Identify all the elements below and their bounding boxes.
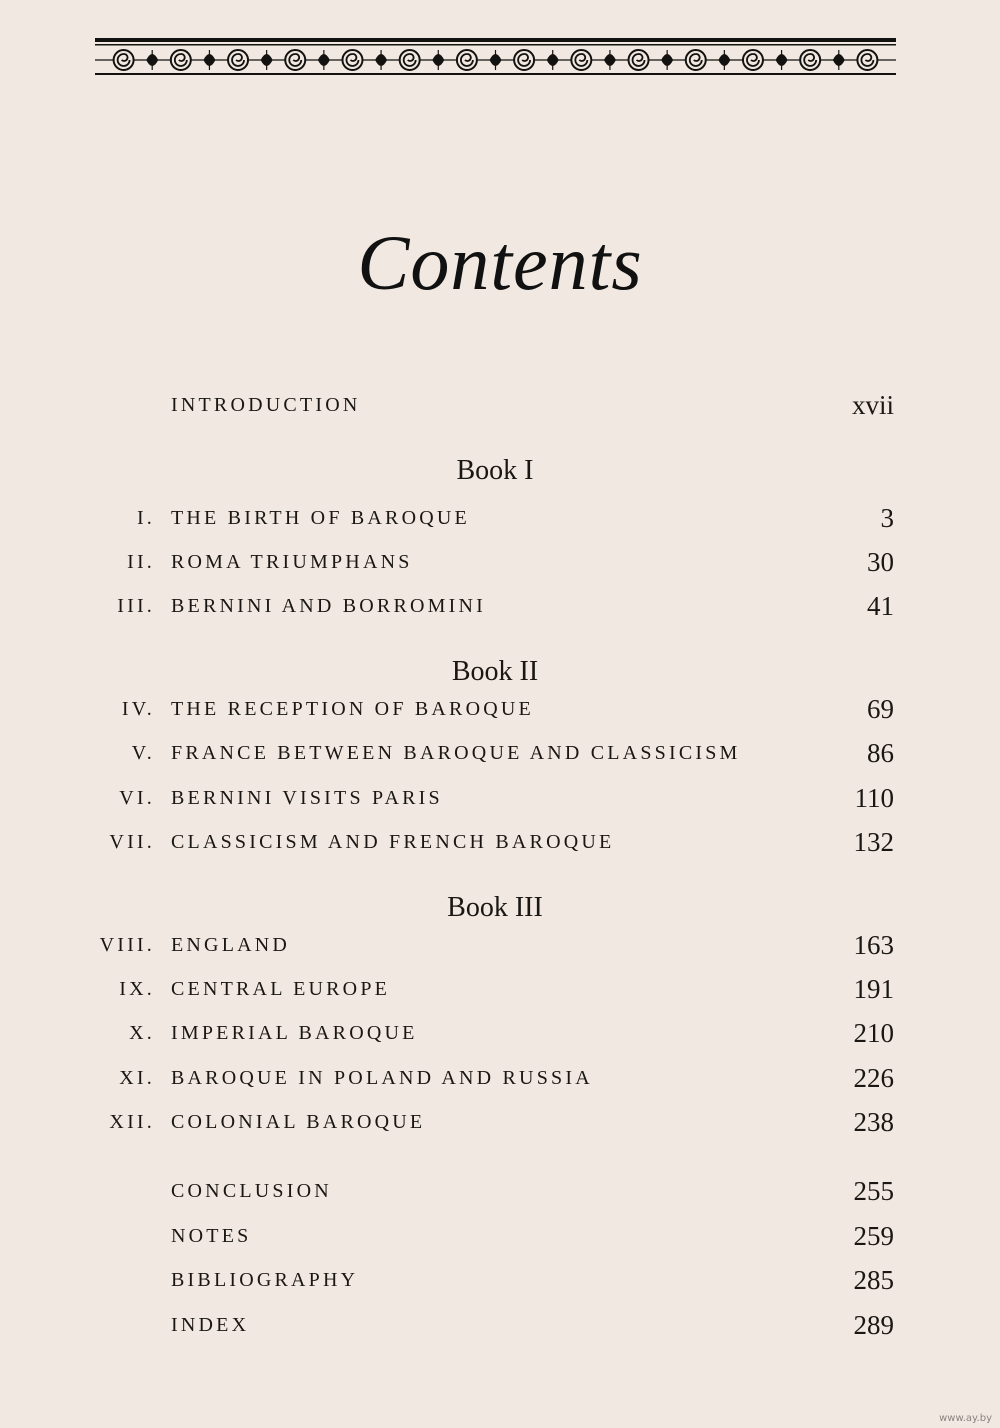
toc-entry[interactable] — [0, 971, 1000, 1007]
chapter-number: VII. — [109, 831, 155, 853]
toc-entry[interactable] — [0, 1015, 1000, 1051]
toc-entry[interactable] — [0, 1104, 1000, 1140]
toc-entry[interactable] — [0, 780, 1000, 816]
chapter-page: 69 — [867, 694, 894, 724]
toc-entry-page: 285 — [853, 1265, 894, 1295]
chapter-number: IX. — [119, 978, 155, 1000]
toc-entry[interactable] — [0, 500, 1000, 536]
chapter-number: X. — [129, 1022, 155, 1044]
watermark-text: www.ay.by — [939, 1413, 992, 1424]
chapter-page: 238 — [853, 1107, 894, 1137]
toc-entry-page: 255 — [853, 1176, 894, 1206]
chapter-title: THE BIRTH OF BAROQUE — [171, 507, 470, 529]
chapter-title: BAROQUE IN POLAND AND RUSSIA — [171, 1067, 593, 1089]
chapter-title: FRANCE BETWEEN BAROQUE AND CLASSICISM — [171, 742, 741, 764]
chapter-page: 226 — [853, 1063, 894, 1093]
chapter-number: III. — [117, 595, 155, 617]
book-heading: Book III — [447, 892, 543, 923]
book-heading: Book I — [456, 455, 534, 486]
chapter-page: 210 — [853, 1018, 894, 1048]
toc-entry[interactable] — [0, 824, 1000, 860]
chapter-title: BERNINI AND BORROMINI — [171, 595, 486, 617]
toc-entry-introduction[interactable] — [0, 387, 1000, 423]
page-title: Contents — [357, 219, 643, 306]
chapter-title: CLASSICISM AND FRENCH BAROQUE — [171, 831, 615, 853]
chapter-number: VIII. — [99, 934, 155, 956]
toc-entry-conclusion[interactable] — [0, 1173, 1000, 1209]
chapter-page: 163 — [853, 930, 894, 960]
chapter-number: I. — [136, 507, 155, 529]
book-heading: Book II — [451, 656, 539, 687]
toc-entry[interactable] — [0, 927, 1000, 963]
chapter-number: V. — [131, 742, 155, 764]
chapter-title: CENTRAL EUROPE — [171, 978, 391, 1000]
chapter-page: 3 — [880, 503, 894, 533]
chapter-title: ROMA TRIUMPHANS — [171, 551, 413, 573]
toc-entry-bibliography[interactable] — [0, 1262, 1000, 1298]
chapter-page: 41 — [867, 591, 894, 621]
toc-entry-label: CONCLUSION — [171, 1180, 332, 1202]
chapter-number: IV. — [121, 698, 155, 720]
chapter-title: THE RECEPTION OF BAROQUE — [171, 698, 534, 720]
toc-entry-index[interactable] — [0, 1307, 1000, 1343]
toc-entry-page: 259 — [853, 1221, 894, 1251]
chapter-number: XI. — [119, 1067, 155, 1089]
chapter-number: II. — [127, 551, 155, 573]
chapter-title: IMPERIAL BAROQUE — [171, 1022, 418, 1044]
chapter-title: BERNINI VISITS PARIS — [171, 787, 443, 809]
toc-entry-label: NOTES — [171, 1225, 252, 1247]
decorative-border-ornament — [95, 38, 896, 76]
chapter-title: ENGLAND — [171, 934, 291, 956]
toc-entry-label: INDEX — [171, 1314, 250, 1336]
toc-entry[interactable] — [0, 544, 1000, 580]
chapter-page: 86 — [867, 738, 894, 768]
chapter-number: VI. — [119, 787, 155, 809]
toc-entry[interactable] — [0, 588, 1000, 624]
toc-entry[interactable] — [0, 1060, 1000, 1096]
chapter-page: 132 — [853, 827, 894, 857]
chapter-page: 30 — [867, 547, 894, 577]
toc-entry-label: INTRODUCTION — [171, 394, 361, 416]
chapter-page: 191 — [853, 974, 894, 1004]
toc-entry[interactable] — [0, 735, 1000, 771]
toc-entry-page: 289 — [853, 1310, 894, 1340]
toc-entry-notes[interactable] — [0, 1218, 1000, 1254]
chapter-title: COLONIAL BAROQUE — [171, 1111, 426, 1133]
chapter-number: XII. — [109, 1111, 155, 1133]
toc-entry-page: xvii — [851, 390, 894, 420]
chapter-page: 110 — [854, 783, 894, 813]
toc-entry[interactable] — [0, 691, 1000, 727]
toc-entry-label: BIBLIOGRAPHY — [171, 1269, 359, 1291]
